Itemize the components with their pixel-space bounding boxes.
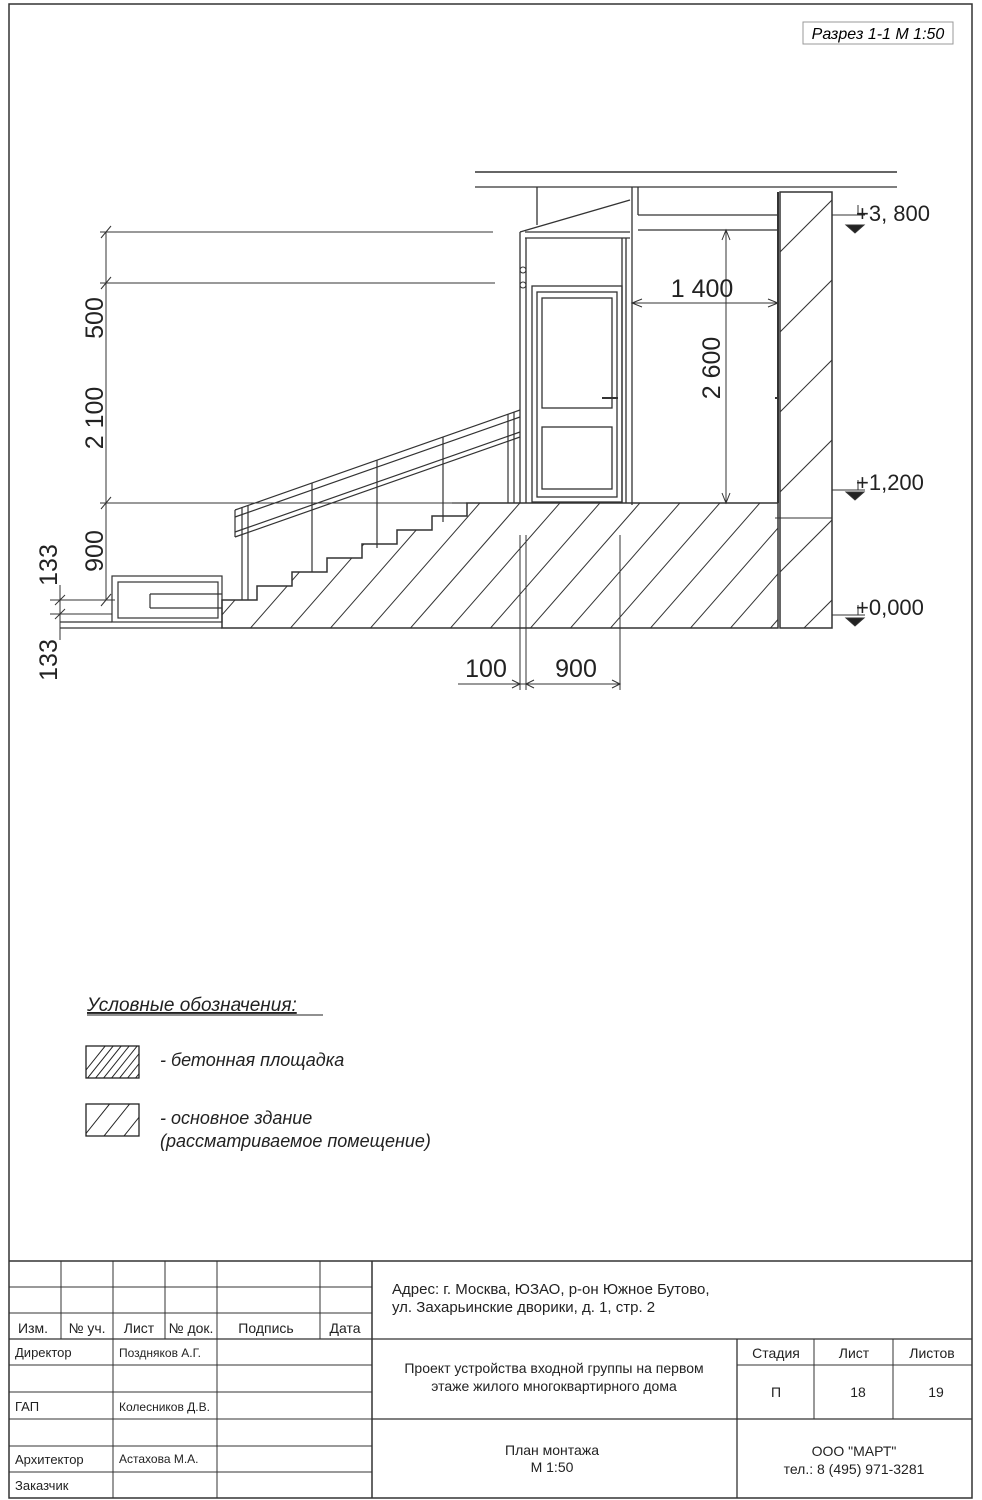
sheets-value: 19: [928, 1384, 944, 1400]
role-customer: Заказчик: [15, 1478, 69, 1493]
address-line-2: ул. Захарьинские дворики, д. 1, стр. 2: [392, 1299, 656, 1316]
legend-swatch-building: [76, 1096, 156, 1146]
level-markers: [832, 205, 865, 626]
legend-swatch-concrete: [70, 1040, 166, 1090]
legend-item-building-note: (рассматриваемое помещение): [160, 1131, 431, 1151]
dim-2100: 2 100: [81, 386, 109, 450]
legend: [70, 995, 431, 1151]
sheets-label: Листов: [909, 1345, 955, 1361]
section-title: Разрез 1-1 М 1:50: [811, 26, 945, 43]
stamp-header-uch: № уч.: [68, 1320, 106, 1336]
level-top: +3, 800: [856, 201, 931, 226]
stamp-header-signature: Подпись: [238, 1320, 294, 1336]
project-line-2: этаже жилого многоквартирного дома: [431, 1378, 677, 1394]
address-line-1: Адрес: г. Москва, ЮЗАО, р-он Южное Бутово,: [392, 1281, 710, 1298]
dim-900-horizontal: 900: [555, 655, 597, 683]
stamp-header-izm: Изм.: [18, 1320, 48, 1336]
dim-133-top: 133: [35, 544, 63, 586]
dim-1400: 1 400: [670, 275, 734, 303]
role-gap: ГАП: [15, 1399, 40, 1414]
section-drawing: [50, 172, 900, 690]
sheet-label: Лист: [838, 1345, 870, 1361]
legend-item-building: - основное здание: [160, 1108, 313, 1128]
stamp-header-doc: № док.: [168, 1320, 214, 1336]
stage-value: П: [770, 1384, 782, 1400]
legend-title: Условные обозначения:: [87, 995, 297, 1016]
entrance-door: [532, 286, 778, 502]
name-gap: Колесников Д.В.: [119, 1400, 210, 1414]
stamp-header-date: Дата: [329, 1320, 361, 1336]
plan-scale: М 1:50: [530, 1459, 574, 1475]
vestibule-frame: [520, 187, 778, 505]
stage-label: Стадия: [752, 1345, 800, 1361]
dim-900-vertical: 900: [81, 530, 109, 572]
dim-2600: 2 600: [698, 336, 726, 400]
name-director: Поздняков А.Г.: [119, 1346, 202, 1360]
company-name: ООО "МАРТ": [811, 1443, 897, 1459]
sheet-value: 18: [850, 1384, 866, 1400]
project-line-1: Проект устройства входной группы на первом: [404, 1360, 704, 1376]
company-phone: тел.: 8 (495) 971-3281: [783, 1461, 925, 1477]
stamp-header-list: Лист: [123, 1320, 155, 1336]
dim-500: 500: [81, 297, 109, 339]
plan-title: План монтажа: [505, 1442, 599, 1458]
ground-ledge: [60, 576, 222, 628]
dim-133-bottom: 133: [35, 639, 63, 681]
role-architect: Архитектор: [15, 1452, 84, 1467]
dim-100: 100: [465, 655, 507, 683]
level-mid: +1,200: [856, 470, 924, 495]
role-director: Директор: [15, 1345, 72, 1360]
level-zero: +0,000: [856, 595, 924, 620]
section-title-box: [803, 22, 953, 44]
legend-item-concrete: - бетонная площадка: [160, 1050, 345, 1070]
name-architect: Астахова М.А.: [119, 1452, 199, 1466]
